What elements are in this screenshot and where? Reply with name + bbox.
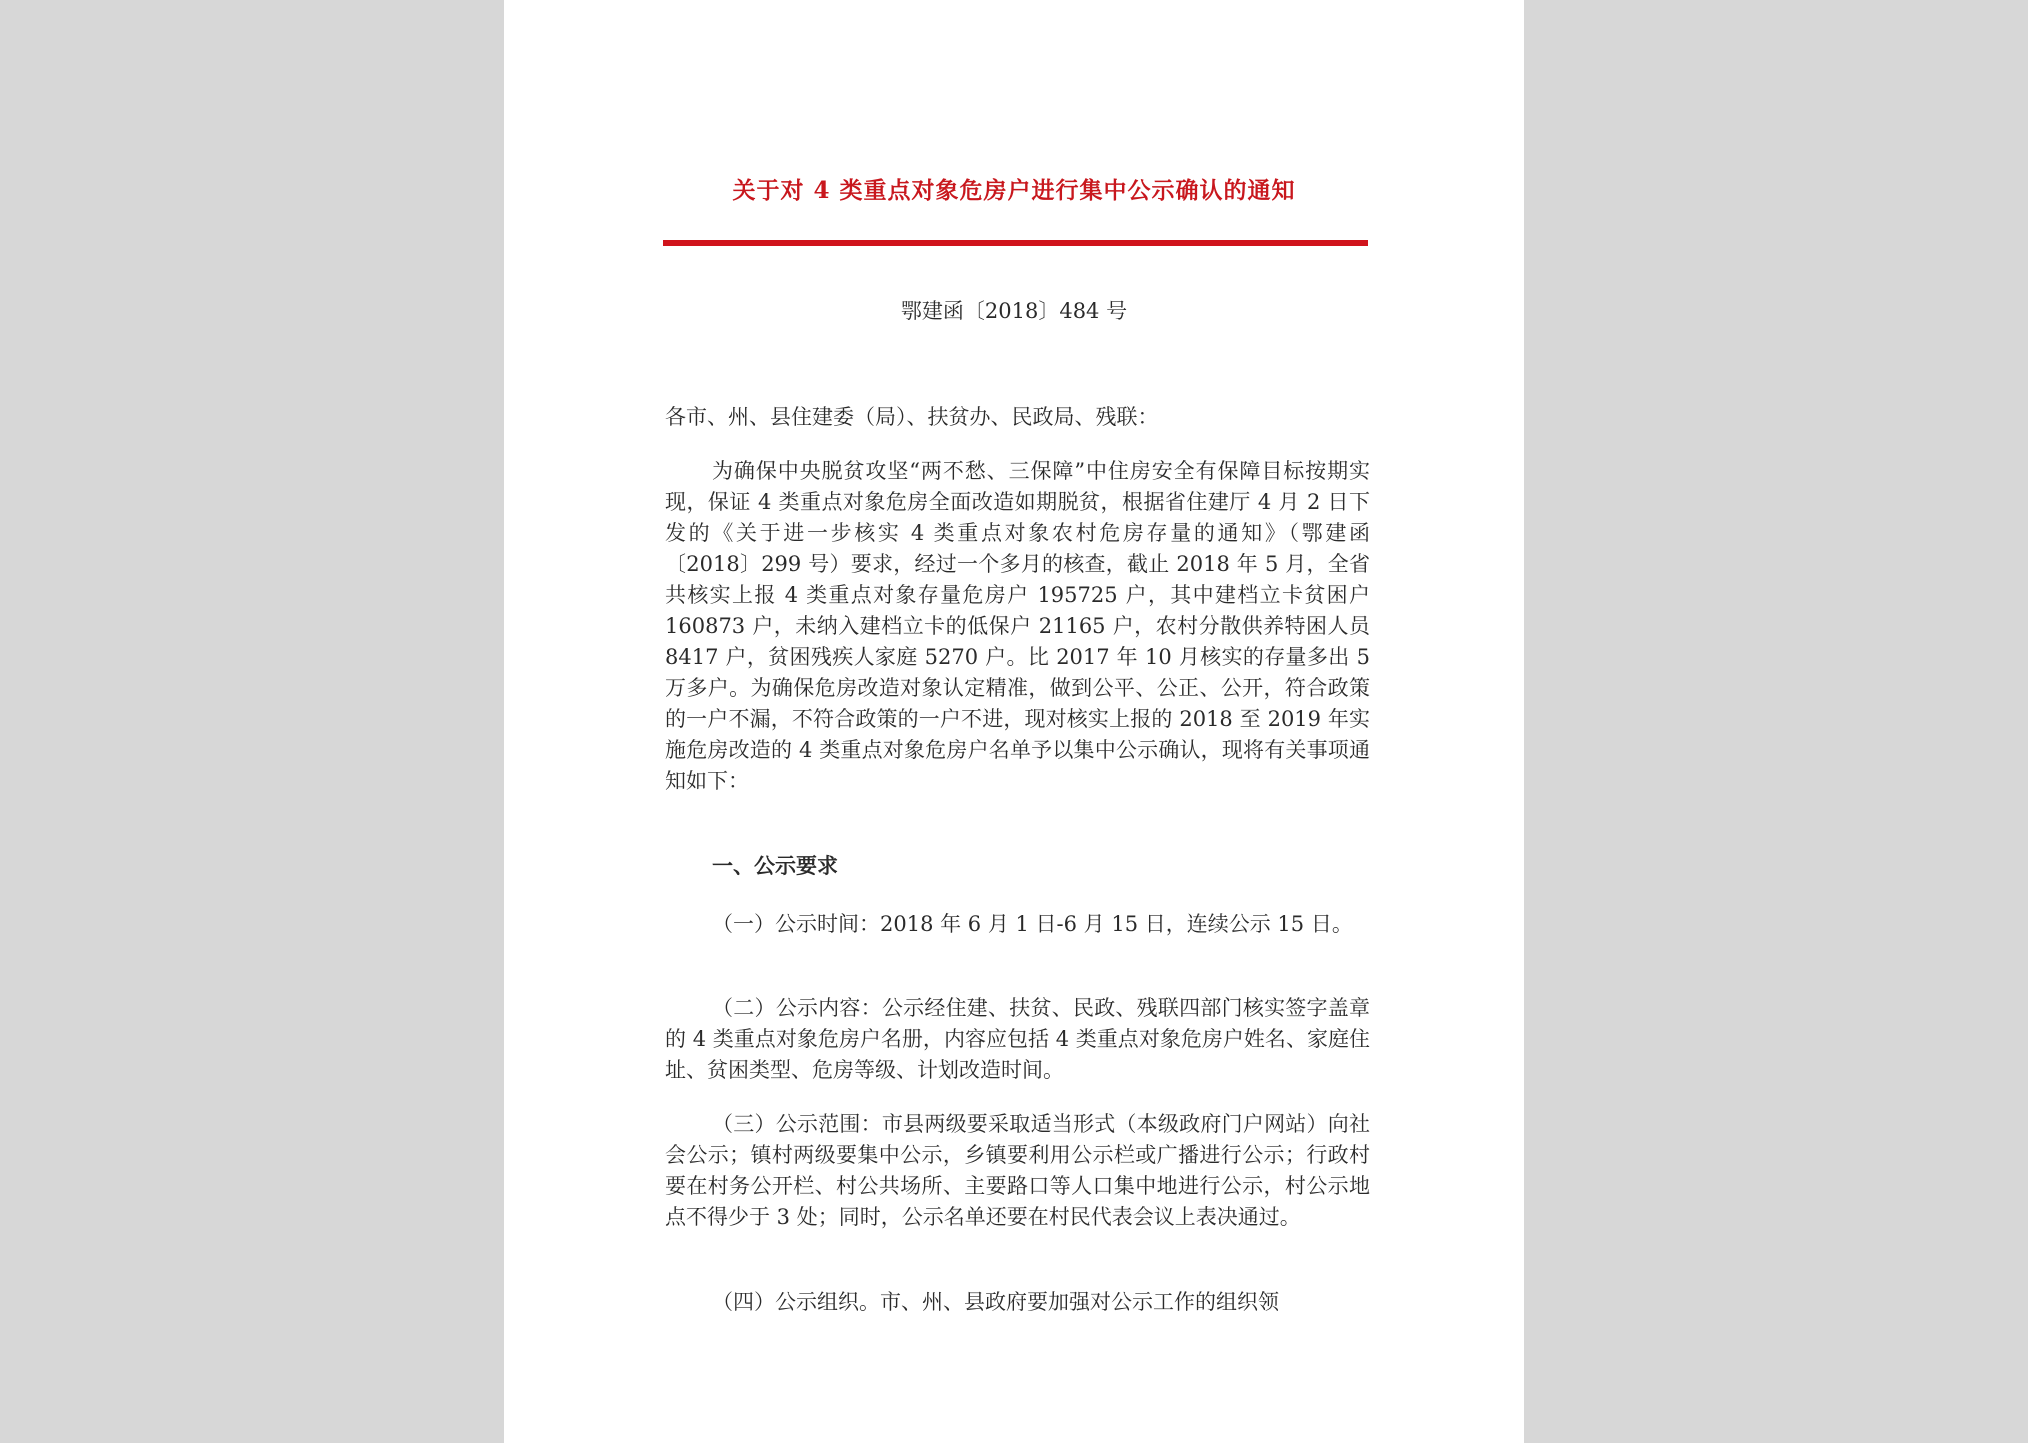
- item-publicity-organization: [665, 1287, 1370, 1318]
- intro-paragraph: [665, 456, 1370, 797]
- item-4-text: （四）公示组织。市、州、县政府要加强对公示工作的组织领: [712, 1290, 1279, 1314]
- item-publicity-content: [665, 993, 1370, 1086]
- red-header-rule: [663, 240, 1368, 246]
- item-1-text: （一）公示时间：2018 年 6 月 1 日-6 月 15 日，连续公示 15 日。: [712, 912, 1353, 936]
- item-3-text: （三）公示范围：市县两级要采取适当形式（本级政府门户网站）向社会公示；镇村两级要集中公示，乡镇要利用公示栏或广播进行公示；行政村要在村务公开栏、村公共场所、主要路口等人口集中地进行公示，村公示地点不得少于 3 处；同时，公示名单还要在村民代表会议上表决通过。: [665, 1112, 1370, 1229]
- intro-text: 为确保中央脱贫攻坚“两不愁、三保障”中住房安全有保障目标按期实现，保证 4 类重点对象危房全面改造如期脱贫，根据省住建厅 4 月 2 日下发的《关于进一步核实 4 类重点对象农村危房存量的通知》（鄂建函〔2018〕299 号）要求，经过一个多月的核查，截止 2018 年 5 月，全省共核实上报 4 类重点对象存量危房户 195725 户，其中建档立卡贫困户 160873 户，未纳入建档立卡的低保户 21165 户，农村分散供养特困人员 8417 户，贫困残疾人家庭 5270 户。比 2017 年 10 月核实的存量多出 5 万多户。为确保危房改造对象认定精准，做到公平、公正、公开，符合政策的一户不漏，不符合政策的一户不进，现对核实上报的 2018 至 2019 年实施危房改造的 4 类重点对象危房户名单予以集中公示确认，现将有关事项通知如下：: [665, 459, 1370, 793]
- document-title: 关于对 4 类重点对象危房户进行集中公示确认的通知: [732, 177, 1296, 204]
- item-publicity-scope: [665, 1109, 1370, 1233]
- item-publicity-time: [665, 909, 1370, 940]
- item-2-text: （二）公示内容：公示经住建、扶贫、民政、残联四部门核实签字盖章的 4 类重点对象危房户名册，内容应包括 4 类重点对象危房户姓名、家庭住址、贫困类型、危房等级、计划改造时间。: [665, 996, 1370, 1082]
- section-heading-1: 一、公示要求: [712, 853, 838, 878]
- document-page: [504, 0, 1524, 1443]
- addressee-line: 各市、州、县住建委（局）、扶贫办、民政局、残联：: [665, 405, 1159, 429]
- document-number: 鄂建函〔2018〕484 号: [900, 299, 1128, 323]
